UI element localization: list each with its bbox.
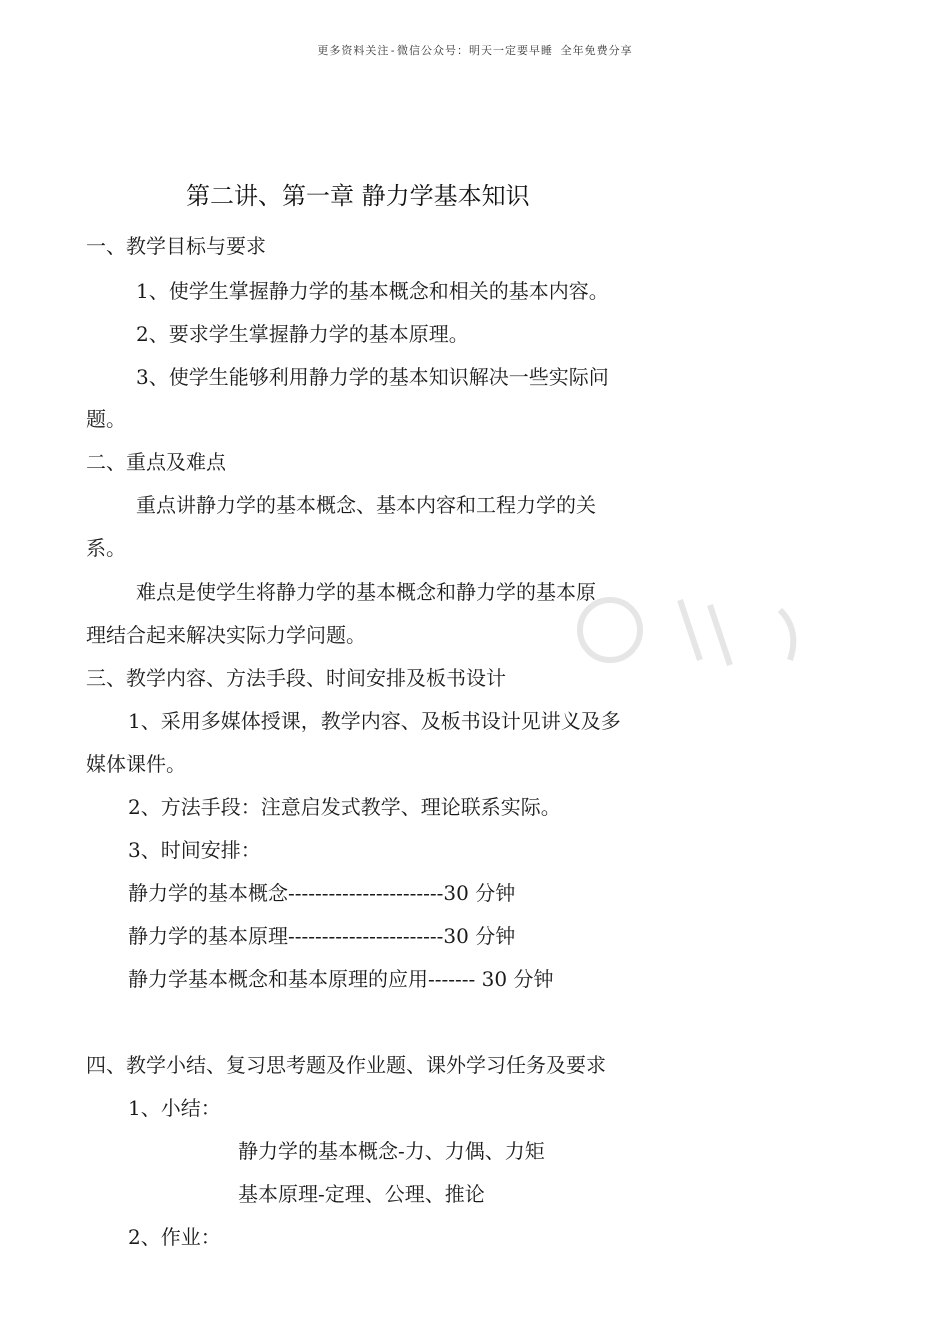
- section-4-heading: 四、教学小结、复习思考题及作业题、课外学习任务及要求: [86, 1053, 606, 1077]
- section-2-difficulty-line-1: 难点是使学生将静力学的基本概念和静力学的基本原: [136, 580, 596, 604]
- schedule-row-2: 静力学的基本原理-----------------------30 分钟: [128, 924, 516, 948]
- page-title: 第二讲、第一章 静力学基本知识: [186, 182, 530, 210]
- schedule-row-1: 静力学的基本概念-----------------------30 分钟: [128, 881, 516, 905]
- section-2-key-line-1: 重点讲静力学的基本概念、基本内容和工程力学的关: [136, 493, 596, 517]
- section-1-item-3-line-1: 3、使学生能够利用静力学的基本知识解决一些实际问: [136, 365, 609, 389]
- section-3-item-1-line-1: 1、采用多媒体授课，教学内容、及板书设计见讲义及多: [128, 709, 621, 733]
- summary-line-2: 基本原理-定理、公理、推论: [238, 1182, 485, 1206]
- summary-line-1: 静力学的基本概念-力、力偶、力矩: [238, 1139, 545, 1163]
- section-1-item-1: 1、使学生掌握静力学的基本概念和相关的基本内容。: [136, 279, 609, 303]
- section-4-item-2: 2、作业：: [128, 1225, 221, 1249]
- section-4-item-1: 1、小结：: [128, 1096, 221, 1120]
- section-3-item-3: 3、时间安排：: [128, 838, 261, 862]
- header-note: 更多资料关注-微信公众号：明天一定要早睡 全年免费分享: [317, 44, 633, 57]
- section-2-difficulty-line-2: 理结合起来解决实际力学问题。: [86, 623, 366, 647]
- section-3-item-1-line-2: 媒体课件。: [86, 752, 186, 776]
- section-1-item-3-line-2: 题。: [86, 407, 126, 431]
- section-1-heading: 一、教学目标与要求: [86, 234, 266, 258]
- schedule-row-3: 静力学基本概念和基本原理的应用------- 30 分钟: [128, 967, 554, 991]
- section-1-item-2: 2、要求学生掌握静力学的基本原理。: [136, 322, 469, 346]
- section-2-key-line-2: 系。: [86, 536, 126, 560]
- section-2-heading: 二、重点及难点: [86, 450, 226, 474]
- faint-scan-artifact: [560, 570, 860, 690]
- section-3-item-2: 2、方法手段：注意启发式教学、理论联系实际。: [128, 795, 561, 819]
- section-3-heading: 三、教学内容、方法手段、时间安排及板书设计: [86, 666, 506, 690]
